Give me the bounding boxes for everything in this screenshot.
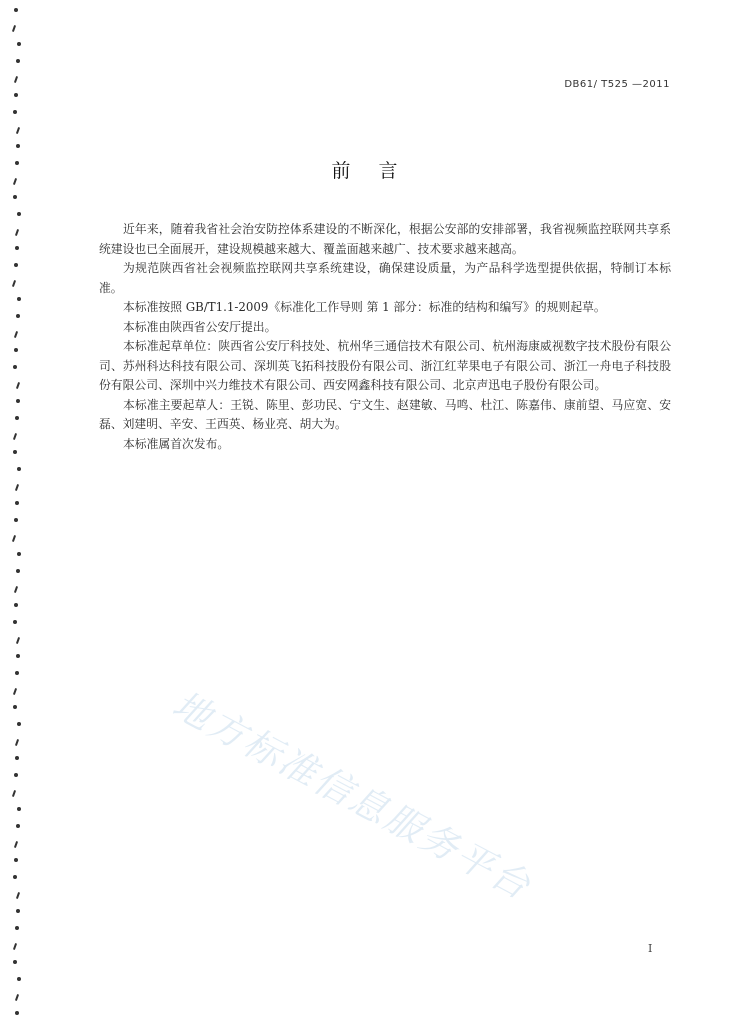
binding-mark <box>16 144 20 148</box>
binding-mark <box>13 450 17 454</box>
binding-mark <box>14 603 18 607</box>
binding-hole-marks <box>10 0 24 1024</box>
binding-mark <box>17 467 21 471</box>
binding-mark <box>15 739 19 746</box>
binding-mark <box>17 552 21 556</box>
binding-mark <box>15 926 19 930</box>
binding-mark <box>13 875 17 879</box>
binding-mark <box>13 195 17 199</box>
page-title: 前言 <box>331 160 426 182</box>
paragraph-drafting-units: 本标准起草单位：陕西省公安厅科技处、杭州华三通信技术有限公司、杭州海康威视数字技术股份有限公司、苏州科达科技有限公司、深圳英飞拓科技股份有限公司、浙江红苹果电子有限公司、浙江一舟电子科技股份有限公司、深圳中兴力维技术有限公司、西安网鑫科技有限公司、北京声迅电子股份有限公司。 <box>99 339 671 392</box>
paragraph-background: 近年来，随着我省社会治安防控体系建设的不断深化，根据公安部的安排部署，我省视频监控联网共享系统建设也已全面展开，建设规模越来越大、覆盖面越来越广、技术要求越来越高。 <box>99 222 671 256</box>
binding-mark <box>16 824 20 828</box>
watermark: 地方标准信息服务平台 <box>165 682 539 909</box>
paragraph-drafters: 本标准主要起草人：王锐、陈里、彭功民、宁文生、赵建敏、马鸣、杜江、陈嘉伟、康前望、马应宽、安磊、刘建明、辛安、王西英、杨业亮、胡大为。 <box>99 397 671 431</box>
binding-mark <box>14 841 18 848</box>
binding-mark <box>16 382 20 389</box>
page-number: I <box>648 942 653 955</box>
binding-mark <box>15 501 19 505</box>
binding-mark <box>16 909 20 913</box>
binding-mark <box>14 773 18 777</box>
binding-mark <box>17 977 21 981</box>
paragraph-purpose: 为规范陕西省社会视频监控联网共享系统建设，确保建设质量，为产品科学选型提供依据，特制订本标准。 <box>99 261 671 295</box>
binding-mark <box>13 943 17 950</box>
binding-mark <box>15 246 19 250</box>
paragraph-drafting-rules: 本标准按照 GB/T1.1-2009《标准化工作导则 第 1 部分：标准的结构和编写》的规则起草。 <box>123 300 606 314</box>
binding-mark <box>15 484 19 491</box>
binding-mark <box>13 620 17 624</box>
binding-mark <box>12 25 16 32</box>
binding-mark <box>13 960 17 964</box>
binding-mark <box>12 790 16 797</box>
binding-mark <box>17 212 21 216</box>
binding-mark <box>16 399 20 403</box>
binding-mark <box>14 858 18 862</box>
standard-code: DB61/ T525 —2011 <box>564 79 670 90</box>
binding-mark <box>17 297 21 301</box>
paragraph-first-release: 本标准属首次发布。 <box>123 436 230 451</box>
binding-mark <box>17 807 21 811</box>
binding-mark <box>13 688 17 695</box>
binding-mark <box>13 365 17 369</box>
binding-mark <box>14 8 18 12</box>
binding-mark <box>16 314 20 318</box>
binding-mark <box>13 433 17 440</box>
binding-mark <box>17 722 21 726</box>
binding-mark <box>15 416 19 420</box>
binding-mark <box>16 654 20 658</box>
binding-mark <box>15 994 19 1001</box>
binding-mark <box>14 76 18 83</box>
binding-mark <box>14 518 18 522</box>
binding-mark <box>14 331 18 338</box>
paragraph-proposer: 本标准由陕西省公安厅提出。 <box>123 319 277 334</box>
binding-mark <box>16 569 20 573</box>
binding-mark <box>12 535 16 542</box>
binding-mark <box>14 93 18 97</box>
binding-mark <box>16 892 20 899</box>
binding-mark <box>16 127 20 134</box>
binding-mark <box>15 229 19 236</box>
binding-mark <box>15 671 19 675</box>
binding-mark <box>13 110 17 114</box>
binding-mark <box>16 637 20 644</box>
binding-mark <box>13 705 17 709</box>
binding-mark <box>12 280 16 287</box>
binding-mark <box>14 263 18 267</box>
binding-mark <box>16 59 20 63</box>
binding-mark <box>15 756 19 760</box>
foreword-body <box>99 220 671 454</box>
binding-mark <box>14 586 18 593</box>
binding-mark <box>17 42 21 46</box>
binding-mark <box>14 348 18 352</box>
binding-mark <box>15 1011 19 1015</box>
